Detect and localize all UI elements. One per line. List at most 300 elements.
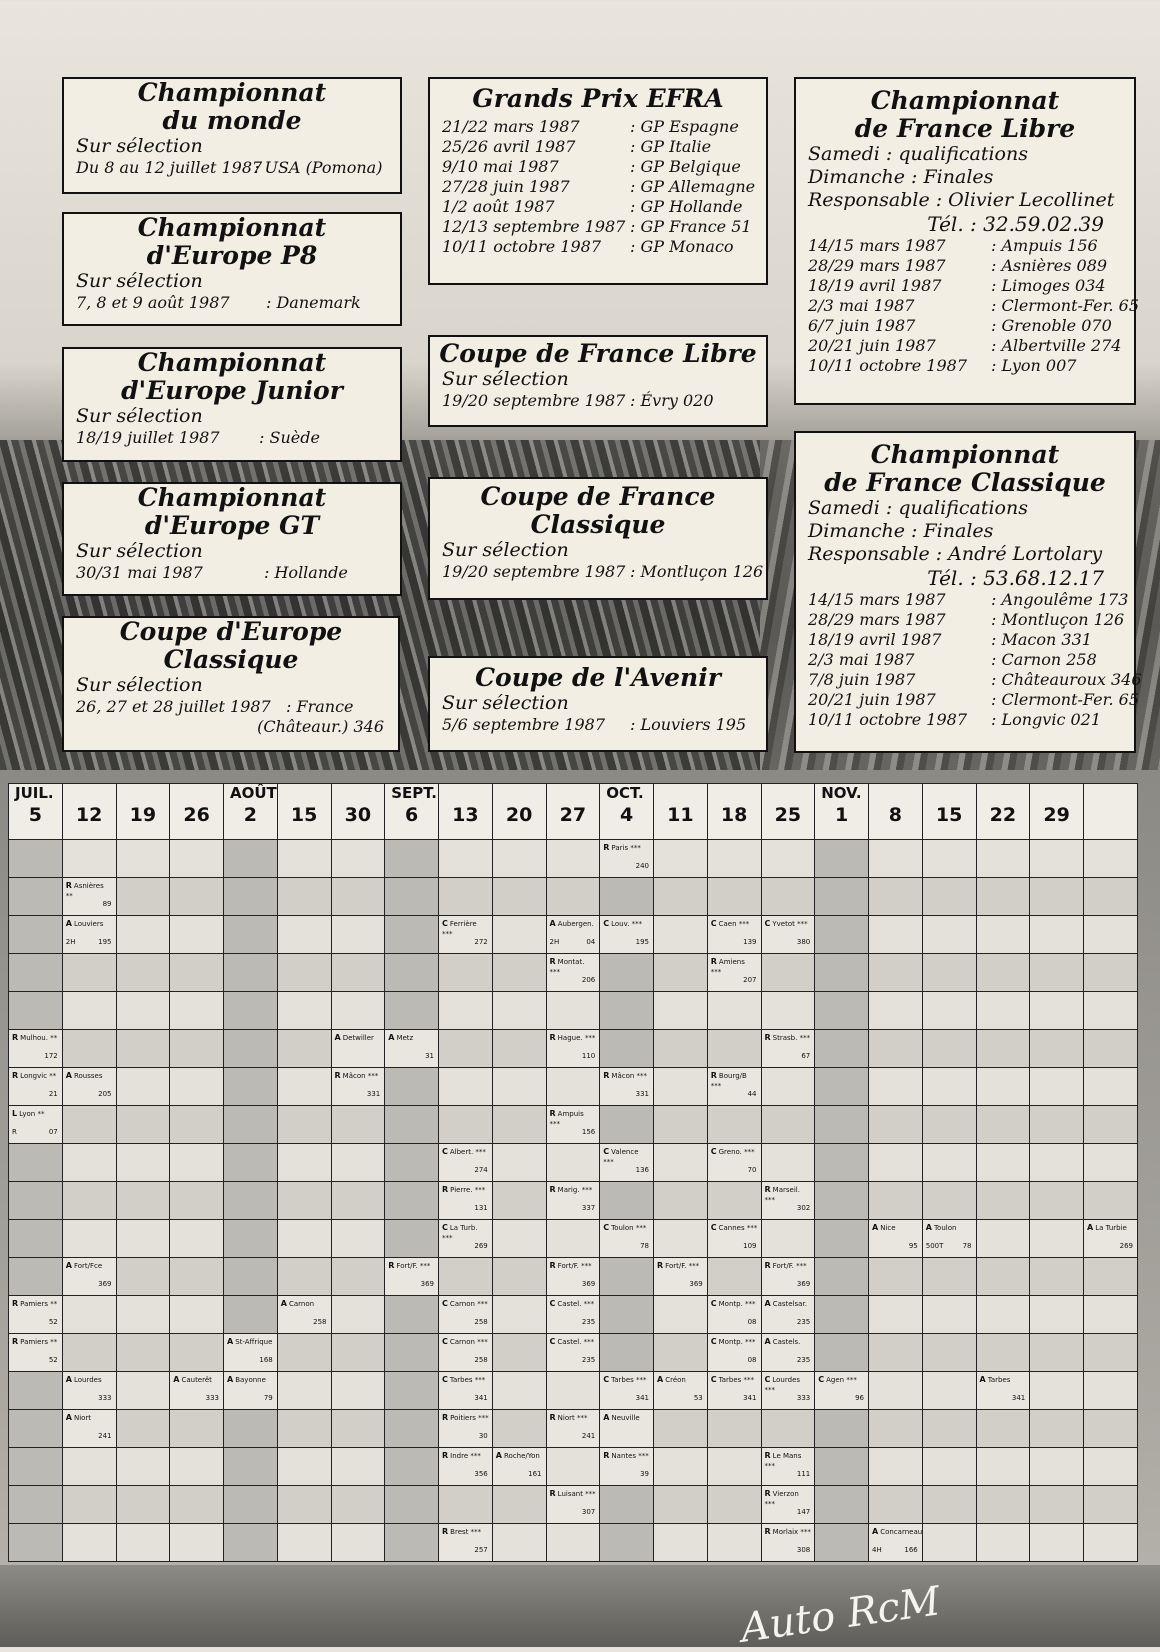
calendar-cell <box>62 916 116 954</box>
schedule-row <box>796 630 1134 650</box>
race-location: Carnon <box>288 1300 315 1308</box>
calendar-cell <box>815 1448 869 1486</box>
footer-photo <box>0 1565 1160 1647</box>
race-location: Hague. *** <box>557 1034 596 1042</box>
calendar-cell <box>492 916 546 954</box>
club-number: 195 <box>98 938 112 946</box>
schedule-place: : Albertville 274 <box>991 336 1122 355</box>
calendar-cell <box>546 1182 600 1220</box>
race-event <box>603 1147 650 1178</box>
box-title: de France Libre <box>854 114 1076 143</box>
box-subtitle: Sur sélection <box>76 270 203 292</box>
calendar-cell <box>1030 1220 1084 1258</box>
club-number: 96 <box>855 1394 864 1402</box>
race-class: R <box>549 1185 556 1194</box>
calendar-cell <box>922 1106 976 1144</box>
schedule-place: : Limoges 034 <box>991 276 1106 295</box>
calendar-cell <box>170 1448 224 1486</box>
calendar-cell <box>170 1334 224 1372</box>
race-event <box>227 1375 274 1406</box>
calendar-cell <box>224 954 278 992</box>
month-label <box>63 784 116 802</box>
race-class: A <box>603 1413 610 1422</box>
box-grands-prix-efra <box>428 77 768 285</box>
race-class: C <box>442 1375 448 1384</box>
race-event <box>442 1375 489 1406</box>
calendar-cell <box>1084 954 1138 992</box>
race-class: R <box>12 1071 19 1080</box>
calendar-cell <box>1084 1334 1138 1372</box>
race-class: A <box>65 1071 72 1080</box>
calendar-cell <box>922 1030 976 1068</box>
club-number: 39 <box>640 1470 649 1478</box>
race-location: Poitiers *** <box>450 1414 489 1422</box>
calendar-cell <box>922 1448 976 1486</box>
calendar-header-row <box>9 784 1138 840</box>
club-number: 52 <box>48 1356 58 1364</box>
schedule-date: 27/28 juin 1987 <box>442 177 570 196</box>
calendar-cell <box>976 1182 1030 1220</box>
race-class: C <box>442 919 448 928</box>
club-number: 333 <box>98 1394 112 1402</box>
calendar-cell <box>331 1524 385 1562</box>
calendar-cell <box>761 1372 815 1410</box>
calendar-cell <box>170 840 224 878</box>
calendar-cell <box>815 1334 869 1372</box>
race-event <box>711 1223 758 1254</box>
calendar-cell <box>707 1296 761 1334</box>
calendar-cell <box>600 1334 654 1372</box>
race-format: 500T <box>925 1242 944 1250</box>
race-class: C <box>764 1375 771 1384</box>
month-label <box>869 784 922 802</box>
schedule-date: 2/3 mai 1987 <box>808 650 915 669</box>
club-number: 136 <box>635 1166 649 1174</box>
schedule-place: : Clermont-Fer. 65 <box>991 296 1140 315</box>
calendar-cell <box>62 878 116 916</box>
race-location: Tarbes <box>987 1376 1011 1384</box>
race-class: A <box>872 1223 879 1232</box>
box-info-line: Dimanche : Finales <box>808 520 994 542</box>
club-number: 235 <box>796 1356 811 1364</box>
box-subtitle: Sur sélection <box>76 540 203 562</box>
race-event <box>227 1337 274 1368</box>
race-location: Lyon ** <box>19 1110 45 1118</box>
club-number: 235 <box>796 1318 811 1326</box>
box-title: Championnat <box>870 86 1060 115</box>
calendar-cell <box>654 992 708 1030</box>
race-location: Castel. *** <box>557 1300 595 1308</box>
calendar-header-cell <box>869 784 923 840</box>
calendar-cell <box>277 878 331 916</box>
race-event <box>550 1299 597 1330</box>
calendar-cell <box>9 1334 63 1372</box>
club-number: 241 <box>581 1432 596 1440</box>
club-number: 369 <box>689 1280 703 1288</box>
event-place: : Hollande <box>264 563 348 582</box>
race-class: R <box>764 1033 771 1042</box>
calendar-cell <box>815 916 869 954</box>
calendar-row <box>9 1106 1138 1144</box>
race-class: R <box>442 1185 449 1194</box>
calendar-cell <box>600 1258 654 1296</box>
race-location: Carnon *** <box>449 1300 488 1308</box>
schedule-row <box>796 256 1134 276</box>
race-event <box>388 1033 435 1064</box>
calendar-cell <box>761 878 815 916</box>
club-number: 52 <box>48 1318 58 1326</box>
race-location: Amiens *** <box>710 958 745 976</box>
calendar-cell <box>62 1296 116 1334</box>
calendar-cell <box>9 1448 63 1486</box>
calendar-cell <box>707 1220 761 1258</box>
race-class: C <box>442 1223 448 1232</box>
race-class: C <box>549 1337 556 1346</box>
race-location: Mâcon *** <box>342 1072 379 1080</box>
schedule-row <box>796 590 1134 610</box>
calendar-cell <box>600 1524 654 1562</box>
calendar-header-cell <box>600 784 654 840</box>
calendar-cell <box>1030 878 1084 916</box>
race-event <box>66 919 113 950</box>
race-location: Vierzon *** <box>764 1490 799 1508</box>
calendar-cell <box>277 1372 331 1410</box>
calendar-cell <box>1030 1296 1084 1334</box>
calendar-cell <box>707 1486 761 1524</box>
schedule-date: 2/3 mai 1987 <box>808 296 915 315</box>
calendar-cell <box>654 1372 708 1410</box>
day-label: 5 <box>28 804 42 826</box>
calendar-cell <box>922 1334 976 1372</box>
calendar-cell <box>331 1106 385 1144</box>
race-event <box>711 957 758 988</box>
club-number: 333 <box>796 1394 811 1402</box>
calendar-cell <box>600 1030 654 1068</box>
calendar-cell <box>331 1144 385 1182</box>
race-event <box>550 1489 597 1520</box>
race-event <box>711 1299 758 1330</box>
club-number: 08 <box>747 1318 757 1326</box>
race-class: R <box>12 1299 19 1308</box>
box-info-line: Samedi : qualifications <box>808 497 1028 519</box>
race-location: Mulhou. ** <box>20 1034 58 1042</box>
race-event <box>818 1375 865 1406</box>
calendar-cell <box>1084 1144 1138 1182</box>
calendar-cell <box>224 916 278 954</box>
calendar-cell <box>761 1410 815 1448</box>
day-label: 25 <box>774 804 802 826</box>
calendar-cell <box>654 1106 708 1144</box>
race-location: Fort/Fce <box>73 1262 103 1270</box>
race-event <box>1087 1223 1134 1254</box>
calendar-row <box>9 1410 1138 1448</box>
calendar-cell <box>1030 840 1084 878</box>
race-event <box>12 1299 59 1330</box>
calendar-cell <box>869 1372 923 1410</box>
box-telephone: Tél. : 53.68.12.17 <box>927 566 1104 590</box>
calendar-cell <box>224 878 278 916</box>
calendar-cell <box>869 1258 923 1296</box>
calendar-cell <box>492 1448 546 1486</box>
calendar-row <box>9 1144 1138 1182</box>
calendar-cell <box>170 1296 224 1334</box>
calendar-cell <box>116 1486 170 1524</box>
calendar-cell <box>170 1106 224 1144</box>
race-event <box>335 1033 382 1064</box>
calendar-cell <box>331 1220 385 1258</box>
race-location: Nantes *** <box>611 1452 649 1460</box>
calendar-cell <box>116 1182 170 1220</box>
month-label: SEPT. <box>391 784 437 802</box>
calendar-cell <box>815 1030 869 1068</box>
race-class: R <box>710 1071 717 1080</box>
calendar-header-cell <box>976 784 1030 840</box>
schedule-place: : GP France 51 <box>630 217 752 236</box>
event-date: 26, 27 et 28 juillet 1987 <box>76 697 271 716</box>
calendar-cell <box>492 1296 546 1334</box>
race-class: A <box>65 1375 72 1384</box>
calendar-cell <box>546 1410 600 1448</box>
calendar-cell <box>869 1448 923 1486</box>
calendar-cell <box>761 840 815 878</box>
calendar-cell <box>546 992 600 1030</box>
calendar-cell <box>170 1144 224 1182</box>
race-location: Cannes *** <box>718 1224 758 1232</box>
calendar-cell <box>277 1448 331 1486</box>
club-number: 195 <box>635 938 649 946</box>
calendar-cell <box>922 1524 976 1562</box>
calendar-cell <box>9 992 63 1030</box>
race-location: Brest *** <box>450 1528 482 1536</box>
event-place: : Suède <box>259 428 320 447</box>
race-location: Tarbes *** <box>611 1376 647 1384</box>
race-event <box>711 1071 758 1102</box>
calendar-row <box>9 1296 1138 1334</box>
box-title: Championnat <box>137 348 327 377</box>
calendar-cell <box>492 1182 546 1220</box>
calendar-cell <box>815 1372 869 1410</box>
race-class: C <box>549 1299 556 1308</box>
box-telephone: Tél. : 32.59.02.39 <box>927 212 1104 236</box>
calendar-cell <box>761 992 815 1030</box>
schedule-place: : Asnières 089 <box>991 256 1108 275</box>
calendar-cell <box>331 1372 385 1410</box>
club-number: 206 <box>581 976 596 984</box>
calendar-cell <box>1030 1030 1084 1068</box>
race-location: Le Mans *** <box>764 1452 802 1470</box>
calendar-cell <box>116 1258 170 1296</box>
race-location: Lourdes <box>73 1376 102 1384</box>
calendar-cell <box>439 1448 493 1486</box>
race-class: A <box>227 1337 234 1346</box>
race-event <box>765 1337 812 1368</box>
calendar-cell <box>331 1448 385 1486</box>
club-number: 156 <box>581 1128 596 1136</box>
race-event <box>66 1375 113 1406</box>
event-date: 7, 8 et 9 août 1987 <box>76 293 230 312</box>
calendar-cell <box>707 1448 761 1486</box>
box-title: Grands Prix EFRA <box>472 84 724 113</box>
calendar-cell <box>439 1144 493 1182</box>
race-class: A <box>495 1451 502 1460</box>
calendar-cell <box>116 1068 170 1106</box>
calendar-cell <box>1030 916 1084 954</box>
calendar-cell <box>976 1030 1030 1068</box>
race-event <box>442 1299 489 1330</box>
calendar-cell <box>385 1258 439 1296</box>
month-label <box>170 784 223 802</box>
race-location: Montp. *** <box>718 1338 756 1346</box>
calendar-cell <box>761 1144 815 1182</box>
calendar-cell <box>62 954 116 992</box>
calendar-cell <box>707 1144 761 1182</box>
calendar-cell <box>224 1258 278 1296</box>
schedule-row <box>430 217 766 237</box>
race-event <box>550 1185 597 1216</box>
club-number: 356 <box>474 1470 488 1478</box>
calendar-cell <box>654 1182 708 1220</box>
calendar-cell <box>869 1524 923 1562</box>
club-number: 341 <box>1011 1394 1026 1402</box>
race-class: A <box>334 1033 341 1042</box>
calendar-cell <box>62 840 116 878</box>
calendar-cell <box>385 916 439 954</box>
calendar-cell <box>761 1296 815 1334</box>
race-class: C <box>710 1299 717 1308</box>
calendar-cell <box>815 1486 869 1524</box>
calendar-cell <box>761 1258 815 1296</box>
schedule-row <box>796 690 1140 710</box>
calendar-cell <box>277 1144 331 1182</box>
calendar-cell <box>600 992 654 1030</box>
calendar-cell <box>331 1258 385 1296</box>
calendar-cell <box>976 1296 1030 1334</box>
race-location: Valence *** <box>603 1148 639 1166</box>
month-label <box>117 784 170 802</box>
calendar-cell <box>62 1030 116 1068</box>
race-event <box>388 1261 435 1292</box>
calendar-cell <box>62 1258 116 1296</box>
schedule-date: 12/13 septembre 1987 <box>442 217 626 236</box>
race-location: Indre *** <box>450 1452 481 1460</box>
race-location: Louv. *** <box>611 920 643 928</box>
calendar-cell <box>976 916 1030 954</box>
box-title: d'Europe Junior <box>121 376 343 405</box>
club-number: 274 <box>474 1166 488 1174</box>
calendar-cell <box>654 1410 708 1448</box>
schedule-place: : Grenoble 070 <box>991 316 1112 335</box>
event-date: 30/31 mai 1987 <box>76 563 203 582</box>
calendar-cell <box>277 954 331 992</box>
race-event <box>765 1451 812 1482</box>
calendar-cell <box>922 916 976 954</box>
month-label: OCT. <box>606 784 644 802</box>
calendar-cell <box>546 1220 600 1258</box>
calendar-header-cell <box>439 784 493 840</box>
club-number: 258 <box>313 1318 327 1326</box>
club-number: 44 <box>747 1090 757 1098</box>
calendar-cell <box>976 1486 1030 1524</box>
race-class: C <box>442 1337 448 1346</box>
race-event <box>335 1071 382 1102</box>
calendar-cell <box>62 1106 116 1144</box>
calendar-cell <box>116 1448 170 1486</box>
calendar-row <box>9 1030 1138 1068</box>
calendar-cell <box>62 1410 116 1448</box>
box-title: Coupe de l'Avenir <box>475 663 721 692</box>
race-class: A <box>549 919 556 928</box>
day-label: 22 <box>989 804 1017 826</box>
race-location: St-Affrique <box>235 1338 273 1346</box>
calendar-cell <box>869 1220 923 1258</box>
event-date: 19/20 septembre 1987 <box>442 391 626 410</box>
club-number: 337 <box>581 1204 596 1212</box>
calendar-cell <box>761 1448 815 1486</box>
race-location: Rousses <box>73 1072 103 1080</box>
race-class: C <box>603 919 610 928</box>
calendar-cell <box>815 1144 869 1182</box>
calendar-cell <box>761 1106 815 1144</box>
calendar-cell <box>869 840 923 878</box>
calendar-cell <box>9 916 63 954</box>
race-event <box>657 1261 704 1292</box>
calendar-cell <box>170 1486 224 1524</box>
box-coupe-europe-classique <box>62 616 400 752</box>
club-number: 67 <box>801 1052 811 1060</box>
calendar-cell <box>62 1144 116 1182</box>
schedule-place: : GP Espagne <box>630 117 739 136</box>
calendar-header-cell <box>707 784 761 840</box>
race-location: Marig. *** <box>557 1186 593 1194</box>
calendar-cell <box>439 1258 493 1296</box>
race-class: R <box>603 1451 610 1460</box>
calendar-cell <box>116 1410 170 1448</box>
day-label: 4 <box>620 804 634 826</box>
club-number: 272 <box>474 938 488 946</box>
schedule-date: 10/11 octobre 1987 <box>808 356 968 375</box>
calendar-cell <box>492 1220 546 1258</box>
calendar-cell <box>277 1524 331 1562</box>
calendar-cell <box>600 878 654 916</box>
month-label <box>762 784 815 802</box>
race-location: Roche/Yon <box>503 1452 540 1460</box>
box-title: d'Europe P8 <box>146 241 318 270</box>
calendar-cell <box>869 916 923 954</box>
club-number: 341 <box>743 1394 757 1402</box>
calendar-cell <box>224 1220 278 1258</box>
calendar-cell <box>546 1486 600 1524</box>
club-number: 95 <box>908 1242 918 1250</box>
calendar-cell <box>9 1296 63 1334</box>
day-label: 15 <box>290 804 318 826</box>
schedule-date: 28/29 mars 1987 <box>808 256 946 275</box>
club-number: 240 <box>635 862 649 870</box>
month-label <box>493 784 546 802</box>
calendar-cell <box>9 1182 63 1220</box>
race-format: R <box>12 1128 17 1136</box>
calendar-cell <box>1084 1448 1138 1486</box>
calendar-cell <box>761 916 815 954</box>
calendar-cell <box>224 992 278 1030</box>
race-class: R <box>442 1413 449 1422</box>
calendar-cell <box>922 1486 976 1524</box>
race-class: A <box>979 1375 986 1384</box>
calendar-cell <box>1084 1068 1138 1106</box>
calendar-cell <box>600 840 654 878</box>
event-date: 19/20 septembre 1987 <box>442 562 626 581</box>
calendar-cell <box>600 1372 654 1410</box>
calendar-cell <box>654 1220 708 1258</box>
